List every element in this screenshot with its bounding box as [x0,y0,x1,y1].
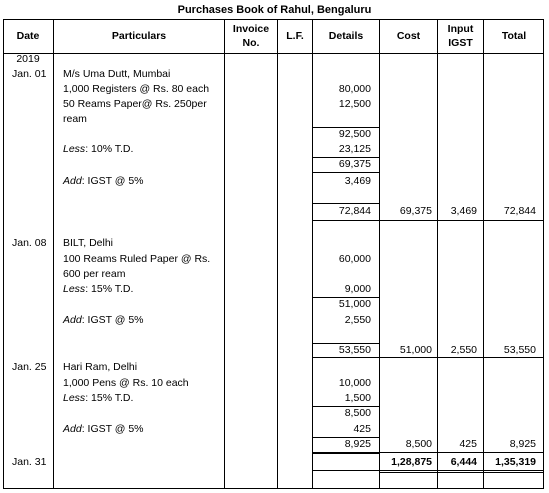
header-divider [3,53,544,54]
tax-amount: 3,469 [344,175,371,187]
tax-line: Add: IGST @ 5% [63,175,144,187]
tax-line: Add: IGST @ 5% [63,423,144,435]
header-input-igst: Input IGST [447,23,474,49]
totals-details-box [312,453,380,471]
item-description: 100 Reams Ruled Paper @ Rs. [63,253,211,265]
item-description: 1,000 Registers @ Rs. 80 each [63,83,210,95]
entry-date: Jan. 01 [12,68,47,80]
header-total: Total [501,30,527,42]
net-amount: 51,000 [338,298,371,310]
entry-date: Jan. 25 [12,361,47,373]
grand-total: 1,35,319 [495,456,536,468]
item-description: 1,000 Pens @ Rs. 10 each [63,377,189,389]
item-description: ream [63,113,87,125]
header-lf: L.F. [286,30,304,42]
discount-amount: 9,000 [344,283,371,295]
header-details: Details [328,30,364,42]
detail-amount: 12,500 [338,98,371,110]
header-particulars: Particulars [111,30,167,42]
totals-date: Jan. 31 [12,456,47,468]
double-underline [379,470,544,471]
igst-amount: 425 [459,438,477,450]
discount-line: Less: 15% T.D. [63,392,134,404]
col-divider-invoice [277,19,278,489]
entry-date: Jan. 08 [12,237,47,249]
discount-line: Less: 10% T.D. [63,143,134,155]
supplier-name: BILT, Delhi [63,237,113,249]
detail-amount: 80,000 [338,83,371,95]
supplier-name: Hari Ram, Delhi [63,361,138,373]
col-divider-date [53,19,54,489]
total-amount: 8,925 [509,438,536,450]
tax-line: Add: IGST @ 5% [63,314,144,326]
final-amount: 72,844 [338,205,371,217]
discount-amount: 1,500 [344,392,371,404]
igst-amount: 2,550 [450,344,477,356]
col-divider-details [379,19,380,489]
underline [379,220,544,221]
total-amount: 72,844 [503,205,536,217]
header-invoice-no: Invoice No. [232,23,270,49]
detail-amount: 10,000 [338,377,371,389]
supplier-name: M/s Uma Dutt, Mumbai [63,68,171,80]
tax-amount: 2,550 [344,314,371,326]
final-amount: 53,550 [338,344,371,356]
double-underline [379,472,544,473]
detail-amount: 92,500 [338,128,371,140]
col-divider-cost [437,19,438,489]
item-description: 50 Reams Paper@ Rs. 250per [63,98,207,110]
discount-line: Less: 15% T.D. [63,283,134,295]
item-description: 600 per ream [63,268,126,280]
tax-amount: 425 [353,423,371,435]
net-amount: 69,375 [338,158,371,170]
cost-amount: 69,375 [399,205,432,217]
final-amount: 8,925 [344,438,371,450]
col-divider-igst [483,19,484,489]
grand-total-igst: 6,444 [450,456,477,468]
underline [312,172,380,173]
cost-amount: 8,500 [405,438,432,450]
page-title: Purchases Book of Rahul, Bengaluru [177,4,372,16]
cost-amount: 51,000 [399,344,432,356]
col-divider-particulars [224,19,225,489]
underline [379,452,544,453]
year-label: 2019 [16,53,40,65]
net-amount: 8,500 [344,407,371,419]
header-cost: Cost [396,30,421,42]
igst-amount: 3,469 [450,205,477,217]
discount-amount: 23,125 [338,143,371,155]
total-amount: 53,550 [503,344,536,356]
detail-amount: 60,000 [338,253,371,265]
header-date: Date [16,30,40,42]
grand-total-cost: 1,28,875 [391,456,432,468]
